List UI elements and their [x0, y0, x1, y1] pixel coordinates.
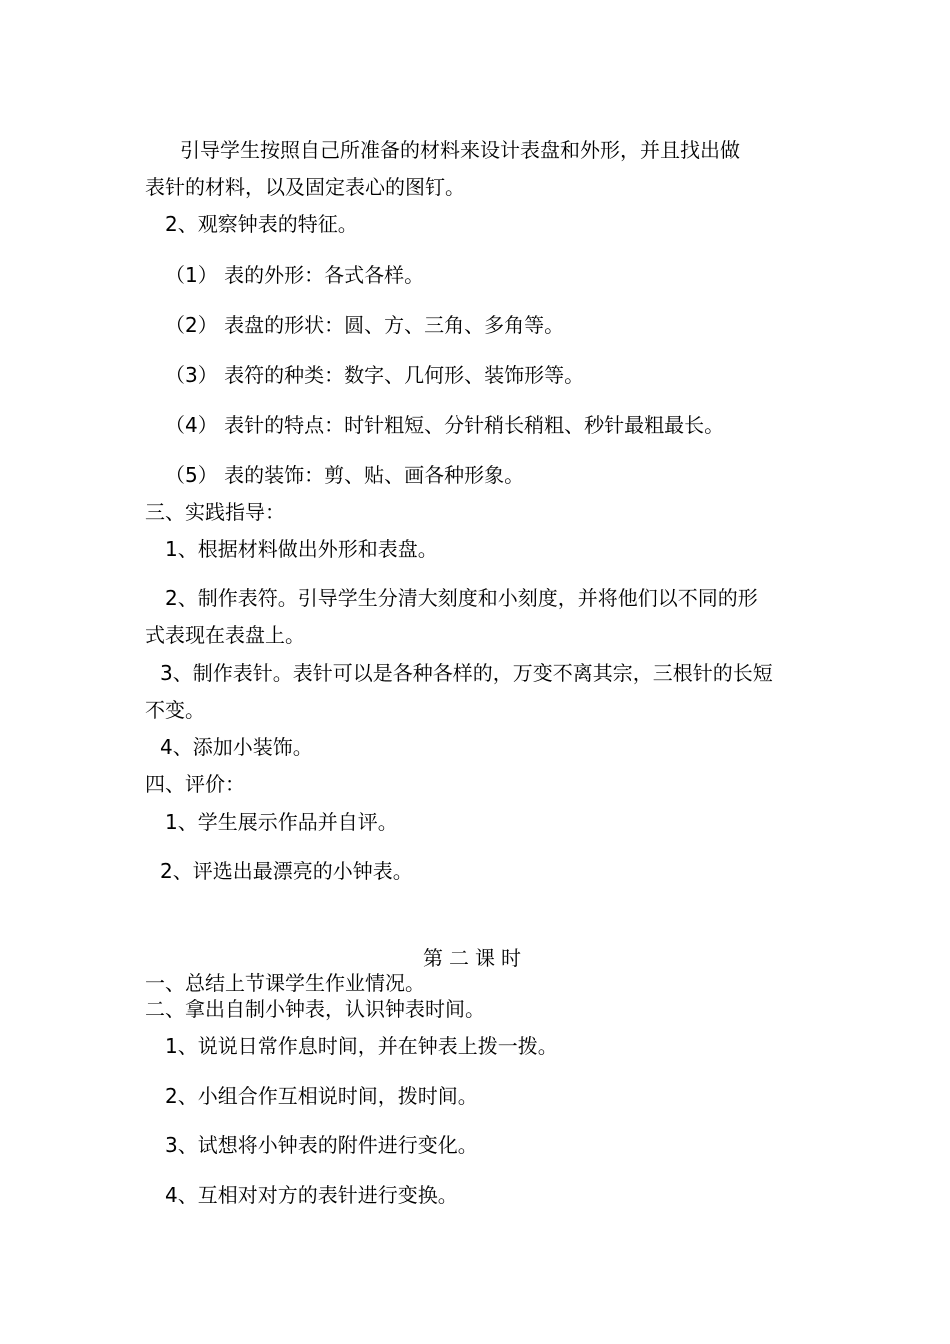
- list-item: （4） 表针的特点：时针粗短、分针稍长稍粗、秒针最粗最长。: [165, 413, 725, 437]
- paragraph-line: 引导学生按照自己所准备的材料来设计表盘和外形，并且找出做: [180, 138, 740, 162]
- list-item: 2、制作表符。引导学生分清大刻度和小刻度，并将他们以不同的形: [165, 586, 758, 610]
- lesson-title: 第二课时: [423, 946, 527, 970]
- list-item: 3、试想将小钟表的附件进行变化。: [165, 1133, 478, 1157]
- list-item: 3、制作表针。表针可以是各种各样的，万变不离其宗，三根针的长短: [160, 661, 773, 685]
- section-heading: 一、总结上节课学生作业情况。: [145, 971, 425, 995]
- list-item: 1、学生展示作品并自评。: [165, 810, 398, 834]
- section-heading: 四、评价：: [145, 772, 245, 796]
- list-item: 2、小组合作互相说时间，拨时间。: [165, 1084, 478, 1108]
- list-item: 4、添加小装饰。: [160, 735, 313, 759]
- paragraph-line: 表针的材料，以及固定表心的图钉。: [145, 175, 465, 199]
- list-item: 1、说说日常作息时间，并在钟表上拨一拨。: [165, 1034, 558, 1058]
- paragraph-line: 不变。: [145, 698, 205, 722]
- list-item: （1） 表的外形：各式各样。: [165, 263, 425, 287]
- list-item: （5） 表的装饰：剪、贴、画各种形象。: [165, 463, 525, 487]
- list-item: 2、观察钟表的特征。: [165, 212, 358, 236]
- section-heading: 二、拿出自制小钟表，认识钟表时间。: [145, 997, 485, 1021]
- section-heading: 三、实践指导：: [145, 500, 285, 524]
- paragraph-line: 式表现在表盘上。: [145, 623, 305, 647]
- list-item: （2） 表盘的形状：圆、方、三角、多角等。: [165, 313, 565, 337]
- list-item: 1、根据材料做出外形和表盘。: [165, 537, 438, 561]
- list-item: （3） 表符的种类：数字、几何形、装饰形等。: [165, 363, 585, 387]
- list-item: 4、互相对对方的表针进行变换。: [165, 1183, 458, 1207]
- list-item: 2、评选出最漂亮的小钟表。: [160, 859, 413, 883]
